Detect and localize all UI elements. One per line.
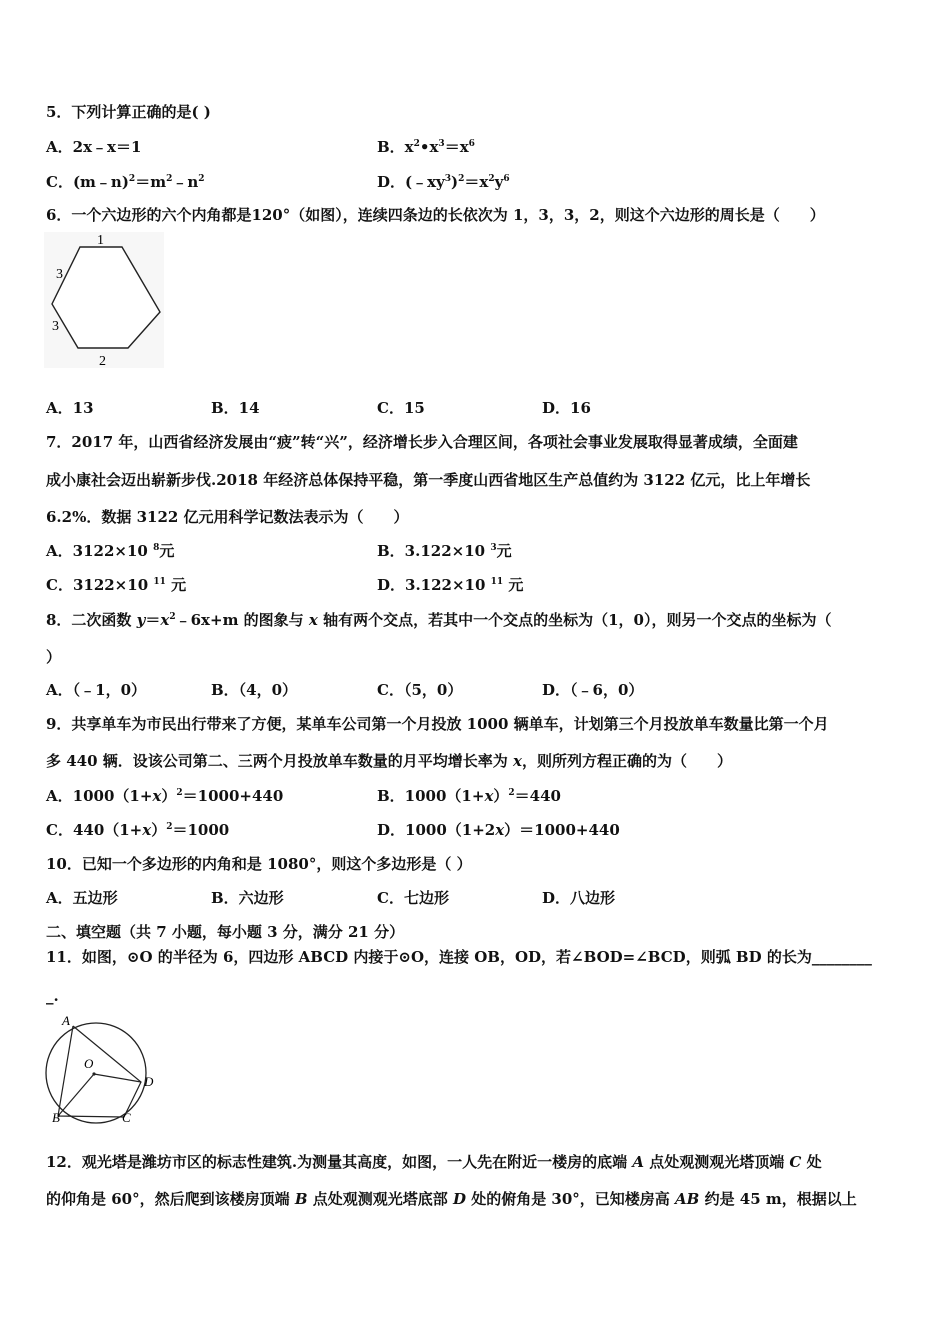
q7-option-b: B．3.122×10 $^3$元 (377, 542, 512, 560)
q5-stem: 5．下列计算正确的是( ) (46, 103, 211, 121)
label-c: C (122, 1110, 131, 1124)
label-d: D (144, 1074, 154, 1089)
hexagon-label-lower-left: 3 (52, 319, 59, 334)
q8-option-b: B．（4，0） (211, 681, 298, 699)
q7-line-2: 成小康社会迈出崭新步伐.2018 年经济总体保持平稳，第一季度山西省地区生产总值约为 3122 亿元，比上年增长 (46, 471, 811, 489)
q5-option-c: C．$(m﹣n)^2=m^2﹣n^2$ (46, 173, 205, 191)
q6-option-a: A．13 (46, 399, 94, 417)
q12-line-2: 的仰角是 60°，然后爬到该楼房顶端 B 点处观测观光塔底部 D 处的俯角是 30°，已知楼房高 AB 约是 45 m，根据以上 (46, 1190, 857, 1208)
q6-option-b: B．14 (211, 399, 260, 417)
label-o: O (84, 1056, 94, 1071)
q7-option-a: A．3122×10 $^8$元 (46, 542, 175, 560)
center-point (92, 1072, 95, 1075)
q9-option-b: B．$1000(1+x)^2=440$ (377, 787, 561, 805)
q10-option-b: B．六边形 (211, 889, 284, 907)
q9-line-2: 多 440 辆．设该公司第二、三两个月投放单车数量的月平均增长率为 x，则所列方程正确的为（ ） (46, 752, 732, 770)
q8-option-c: C．（5，0） (377, 681, 463, 699)
q11-stem: 11．如图，⊙O 的半径为 6，四边形 ABCD 内接于⊙O，连接 OB，OD，若∠BOD=∠BCD，则弧 BD 的长为________ (46, 948, 872, 966)
q7-option-d: D．3.122×10 $^{11}$ 元 (377, 576, 524, 594)
q9-option-a: A．$1000(1+x)^2=1000+440$ (46, 787, 284, 805)
q8-line-1: 8．二次函数 $y=x^2﹣6x+m$ 的图象与 x 轴有两个交点，若其中一个交点的坐标为（1，0），则另一个交点的坐标为（ (46, 611, 832, 629)
q10-stem: 10．已知一个多边形的内角和是 1080°，则这个多边形是（ ） (46, 855, 472, 873)
q11-line-2: _. (46, 987, 59, 1005)
q8-option-d: D．（﹣6，0） (542, 681, 644, 699)
circle-figure (40, 1012, 162, 1124)
q9-option-d: D．1000（1+2x）＝1000+440 (377, 821, 620, 839)
section-heading: 二、填空题（共 7 小题，每小题 3 分，满分 21 分） (46, 923, 405, 941)
hexagon-figure (44, 232, 164, 368)
hexagon-label-top: 1 (97, 233, 104, 248)
q6-option-d: D．16 (542, 399, 591, 417)
q6-option-c: C．15 (377, 399, 425, 417)
q8-option-a: A．（﹣1，0） (46, 681, 147, 699)
segment-od (94, 1074, 141, 1082)
q10-option-a: A．五边形 (46, 889, 118, 907)
q8-line-2: ） (46, 648, 62, 666)
q12-line-1: 12．观光塔是潍坊市区的标志性建筑.为测量其高度，如图，一人先在附近一楼房的底端 A 点处观测观光塔顶端 C 处 (46, 1153, 822, 1171)
q9-option-c: C．$440(1+x)^2=1000$ (46, 821, 230, 839)
q10-option-c: C．七边形 (377, 889, 449, 907)
q7-option-c: C．3122×10 $^{11}$ 元 (46, 576, 187, 594)
q7-line-3: 6.2%．数据 3122 亿元用科学记数法表示为（ ） (46, 508, 409, 526)
label-a: A (62, 1013, 70, 1028)
q10-option-d: D．八边形 (542, 889, 616, 907)
hexagon-label-bottom: 2 (99, 354, 106, 368)
q7-line-1: 7．2017 年，山西省经济发展由“疲”转“兴”，经济增长步入合理区间，各项社会事业发展取得显著成绩，全面建 (46, 433, 798, 451)
label-b: B (52, 1110, 60, 1124)
q5-option-b: B．$x^2•x^3=x^6$ (377, 138, 475, 156)
q5-option-a: A．2x﹣x＝1 (46, 138, 142, 156)
quadrilateral-abcd (58, 1026, 141, 1117)
hexagon-label-upper-left: 3 (56, 267, 63, 282)
q9-line-1: 9．共享单车为市民出行带来了方便，某单车公司第一个月投放 1000 辆单车，计划第三个月投放单车数量比第一个月 (46, 715, 829, 733)
q6-stem: 6．一个六边形的六个内角都是120°（如图），连续四条边的长依次为 1，3，3，2，则这个六边形的周长是（ ） (46, 206, 825, 224)
q5-option-d: D．$(﹣xy^3)^2=x^2y^6$ (377, 173, 510, 191)
